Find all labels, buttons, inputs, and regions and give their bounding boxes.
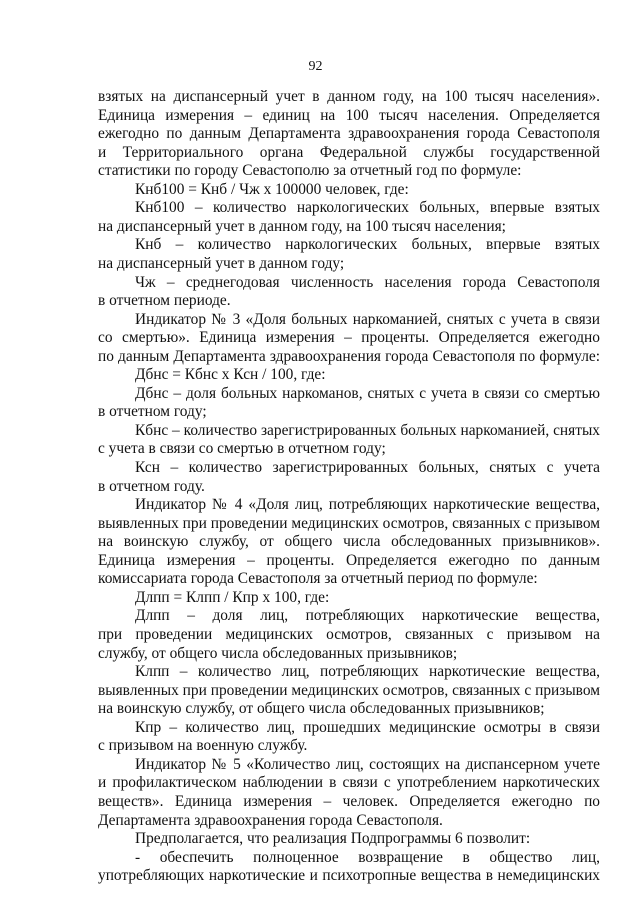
text-line: употребляющих наркотические и психотропные вещества в немедицинских [98,867,600,885]
text-line: и Территориального органа Федеральной службы государственной [98,143,600,161]
text-line: Дбнс = Кбнс х Ксн / 100, где: [135,366,326,384]
text-line: Кнб – количество наркологических больных, впервые взятых [135,236,600,254]
text-line: Единица измерения – проценты. Определяется ежегодно по данным [98,551,600,569]
text-line: и профилактическом наблюдении в связи с употреблением наркотических [98,774,600,792]
text-line: Предполагается, что реализация Подпрограммы 6 позволит: [135,830,531,847]
text-line: с учета в связи со смертью в отчетном году; [98,440,386,458]
text-line: веществ». Единица измерения – человек. Определяется ежегодно по [98,792,600,810]
text-line: Длпп = Клпп / Кпр х 100, где: [135,588,330,606]
text-line: службу, от общего числа обследованных призывников; [98,644,458,662]
text-line: Департамента здравоохранения города Севастополя. [98,811,443,829]
text-line: в отчетном году. [98,477,205,495]
text-line: на воинскую службу, от общего числа обследованных призывников». [98,533,600,551]
text-line: Длпп – доля лиц, потребляющих наркотические вещества, [135,607,600,625]
text-line: Единица измерения – единиц на 100 тысяч населения. Определяется [98,106,600,124]
text-line: - обеспечить полноценное возвращение в общество лиц, [135,848,600,866]
text-line: Кпр – количество лиц, прошедших медицинские осмотры в связи [135,718,600,736]
text-line: выявленных при проведении медицинских осмотров, связанных с призывом [98,681,600,699]
text-line: со смертью». Единица измерения – проценты. Определяется ежегодно [98,329,600,347]
text-line: выявленных при проведении медицинских осмотров, связанных с призывом [98,514,600,532]
text-line: комиссариата города Севастополя за отчетный период по формуле: [98,570,538,588]
text-line: с призывом на военную службу. [98,737,308,755]
text-line: на диспансерный учет в данном году, на 100 тысяч населения; [98,217,506,235]
text-line: на воинскую службу, от общего числа обследованных призывников; [98,700,545,718]
text-line: Чж – среднегодовая численность населения города Севастополя [135,273,600,291]
text-line: ежегодно по данным Департамента здравоохранения города Севастополя [98,125,600,143]
text-line: Кнб100 = Кнб / Чж х 100000 человек, где: [135,180,409,198]
text-line: взятых на диспансерный учет в данном году, на 100 тысяч населения». [98,88,600,105]
text-line: Индикатор № 3 «Доля больных наркоманией, снятых с учета в связи [135,310,600,328]
text-line: Дбнс – доля больных наркоманов, снятых с учета в связи со смертью [135,384,600,402]
text-line: по данным Департамента здравоохранения города Севастополя по формуле: [98,347,600,365]
text-line: Ксн – количество зарегистрированных больных, снятых с учета [135,459,600,476]
text-line: статистики по городу Севастополю за отчетный год по формуле: [98,162,522,180]
text-line: Индикатор № 5 «Количество лиц, состоящих на диспансерном учете [135,755,600,773]
page-number: 92 [308,59,323,74]
text-line: в отчетном периоде. [98,292,231,310]
text-line: при проведении медицинских осмотров, связанных с призывом на [98,626,600,643]
text-line: Клпп – количество лиц, потребляющих наркотические вещества, [135,663,600,681]
text-line: Индикатор № 4 «Доля лиц, потребляющих наркотические вещества, [135,496,600,514]
text-line: на диспансерный учет в данном году; [98,255,345,272]
text-line: в отчетном году; [98,403,207,421]
text-line: Кнб100 – количество наркологических больных, впервые взятых [135,199,600,217]
text-line: Кбнс – количество зарегистрированных больных наркоманией, снятых [135,421,600,439]
